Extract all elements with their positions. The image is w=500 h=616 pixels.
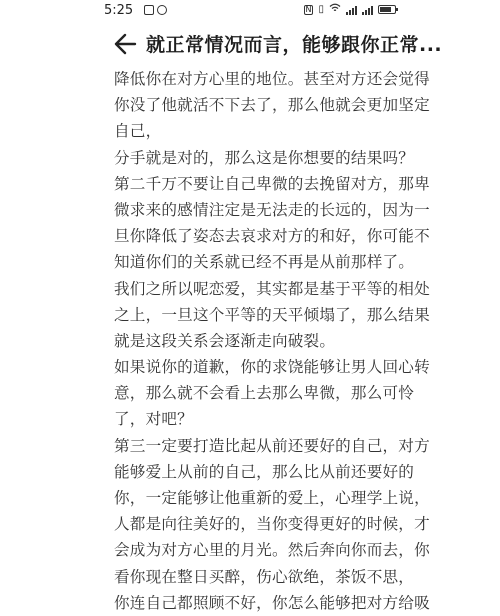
nfc-icon: N xyxy=(305,4,312,14)
article-line: 你，一定能够让他重新的爱上，心理学上说， xyxy=(114,489,430,507)
article-line: 你没了他就活不下去了，那么他就会更加坚定 xyxy=(114,96,430,115)
article-line: 知道你们的关系就已经不再是从前那样了。 xyxy=(114,253,415,272)
notification-icons xyxy=(144,5,167,15)
article-line: 第二千万不要让自己卑微的去挽留对方，那卑 xyxy=(114,174,430,193)
article-line: 如果说你的道歉，你的求饶能够让男人回心转 xyxy=(114,358,430,377)
article-line: 第三一定要打造比起从前还要好的自己，对方 xyxy=(114,436,430,455)
article-line: 会成为对方心里的月光。然后奔向你而去，你 xyxy=(114,541,430,560)
article-line: 之上，一旦这个平等的天平倾塌了，那么结果 xyxy=(114,305,430,324)
article-line: 意，那么就不会看上去那么卑微，那么可怜 xyxy=(114,384,415,403)
article-line: 就是这段关系会逐渐走向破裂。 xyxy=(114,331,336,350)
header xyxy=(0,22,500,68)
article-line: 旦你降低了姿态去哀求对方的和好，你可能不 xyxy=(114,227,430,246)
article-line: 降低你在对方心里的地位。甚至对方还会觉得 xyxy=(114,70,430,88)
article-line: 分手就是对的，那么这是你想要的结果吗？ xyxy=(114,148,415,167)
article-line: 你连自己都照顾不好，你怎么能够把对方给吸 xyxy=(114,593,430,612)
status-right-icons xyxy=(304,3,397,16)
article-line: 人都是向往美好的，当你变得更好的时候，才 xyxy=(114,515,430,534)
article-body xyxy=(114,66,430,616)
article-line: 了，对吧？ xyxy=(114,410,193,429)
article-line: 自己， xyxy=(114,122,162,141)
article-line: 我们之所以呢恋爱，其实都是基于平等的相处 xyxy=(114,279,430,298)
vibrate-icon: ▯ xyxy=(318,4,324,15)
battery-icon xyxy=(378,5,396,14)
article-line: 微求来的感情注定是无法走的长远的，因为一 xyxy=(114,200,430,219)
notification-app-icon xyxy=(157,5,167,15)
notification-app-icon xyxy=(144,5,154,15)
signal-icon-2 xyxy=(362,5,373,15)
wifi-icon xyxy=(329,3,341,16)
arrow-left-icon[interactable] xyxy=(110,30,138,58)
page-title: 就正常情况而言，能够跟你正常... xyxy=(146,34,443,56)
article-line: 能够爱上从前的自己，那么比从前还要好的 xyxy=(114,462,415,481)
status-time: 5:25 xyxy=(104,3,134,18)
status-bar xyxy=(0,0,500,22)
signal-icon xyxy=(346,5,357,15)
article-line: 看你现在整日买醉，伤心欲绝，茶饭不思， xyxy=(114,567,415,586)
